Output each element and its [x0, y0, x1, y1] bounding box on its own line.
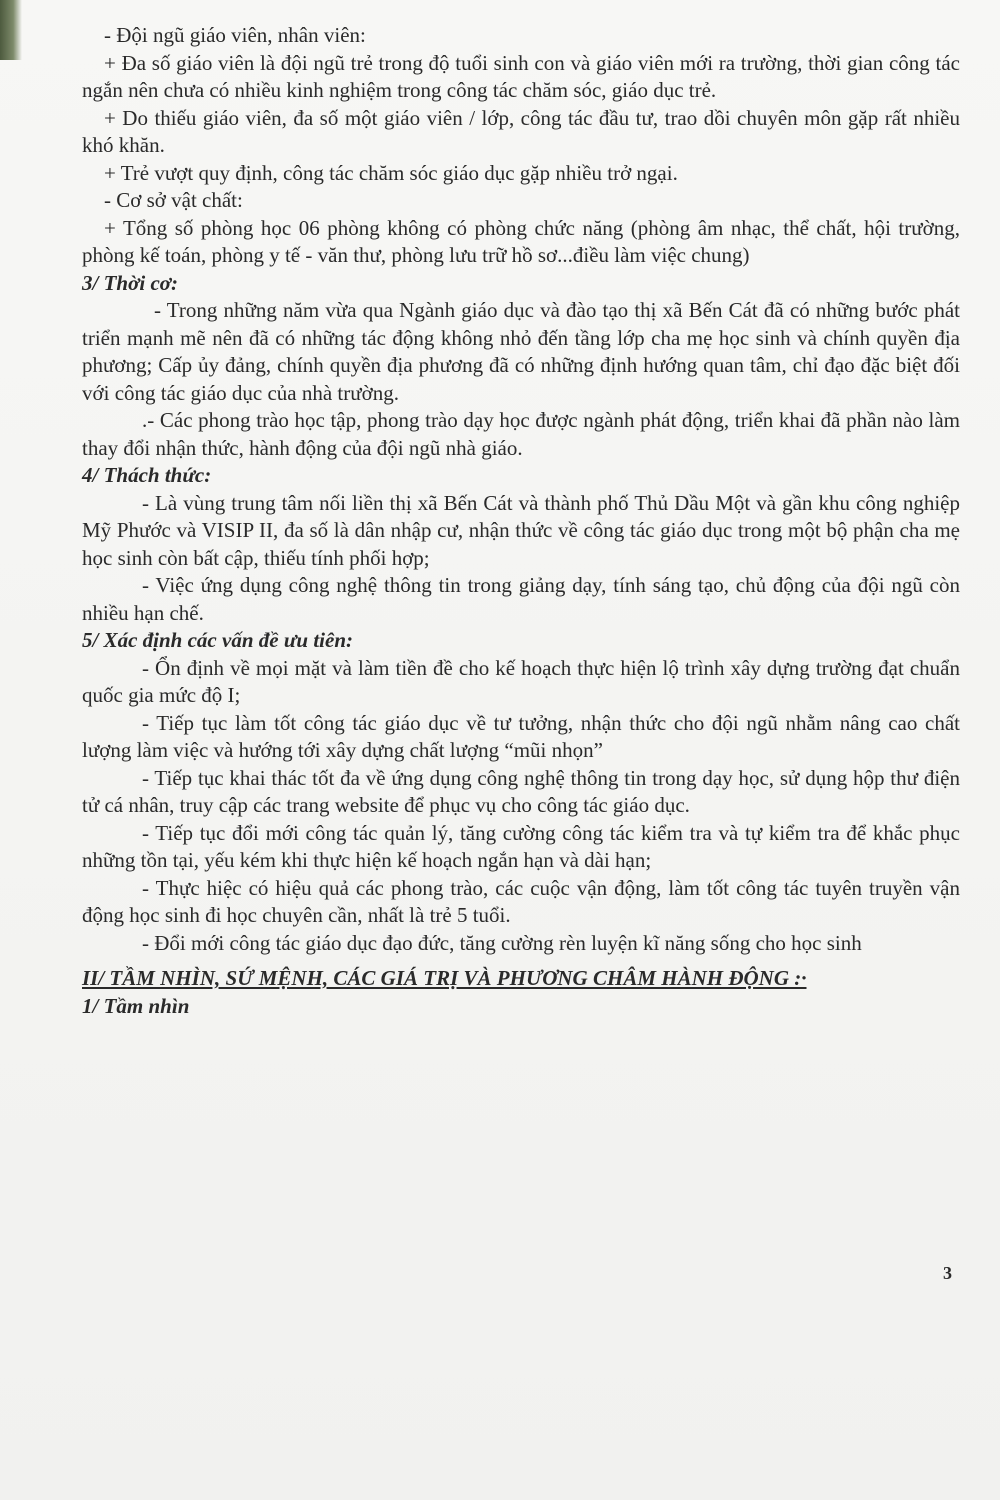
- body-paragraph: - Tiếp tục đổi mới công tác quản lý, tăng cường công tác kiểm tra và tự kiểm tra để khắc phục những tồn tại, yếu kém khi thực hiện kế hoạch ngắn hạn và dài hạn;: [82, 820, 960, 872]
- section-heading-vision-mission: II/ TẦM NHÌN, SỨ MỆNH, CÁC GIÁ TRỊ VÀ PHƯƠNG CHÂM HÀNH ĐỘNG :·: [82, 966, 807, 990]
- body-paragraph: .- Các phong trào học tập, phong trào dạy học được ngành phát động, triển khai đã phần nào làm thay đổi nhận thức, hành động của đội ngũ nhà giáo.: [82, 408, 960, 460]
- document-body: [82, 22, 960, 1020]
- section-heading-priorities: 5/ Xác định các vấn đề ưu tiên:: [82, 628, 353, 652]
- body-paragraph: - Đổi mới công tác giáo dục đạo đức, tăng cường rèn luyện kĩ năng sống cho học sinh: [142, 930, 862, 955]
- body-paragraph: + Trẻ vượt quy định, công tác chăm sóc giáo dục gặp nhiều trở ngại.: [104, 160, 678, 185]
- page-edge-shadow: [0, 0, 22, 60]
- section-heading-opportunities: 3/ Thời cơ:: [82, 270, 179, 295]
- section-heading-vision: 1/ Tầm nhìn: [82, 993, 190, 1018]
- body-paragraph: - Tiếp tục khai thác tốt đa về ứng dụng công nghệ thông tin trong dạy học, sử dụng hộp thư điện tử cá nhân, truy cập các trang website để phục vụ cho công tác giáo dục.: [82, 765, 960, 817]
- body-paragraph: + Đa số giáo viên là đội ngũ trẻ trong độ tuổi sinh con và giáo viên mới ra trường, thời gian công tác ngắn nên chưa có nhiều kinh nghiệm trong công tác chăm sóc, giáo dục trẻ.: [82, 50, 960, 102]
- body-paragraph: - Trong những năm vừa qua Ngành giáo dục và đào tạo thị xã Bến Cát đã có những bước phát triển mạnh mẽ nên đã có những tác động không nhỏ đến tầng lớp cha mẹ học sinh và chính quyền địa phương; Cấp ủy đảng, chính quyền địa phương đã có những định hướng quan tâm, chỉ đạo đặc biệt đối với công tác giáo dục của nhà trường.: [82, 298, 960, 405]
- body-paragraph: - Tiếp tục làm tốt công tác giáo dục về tư tưởng, nhận thức cho đội ngũ nhằm nâng cao chất lượng làm việc và hướng tới xây dựng chất lượng “mũi nhọn”: [82, 710, 960, 762]
- body-paragraph: + Do thiếu giáo viên, đa số một giáo viên / lớp, công tác đầu tư, trao dồi chuyên môn gặp rất nhiều khó khăn.: [82, 105, 960, 157]
- body-paragraph: - Việc ứng dụng công nghệ thông tin trong giảng dạy, tính sáng tạo, chủ động của đội ngũ còn nhiều hạn chế.: [82, 573, 960, 625]
- staff-heading-line: - Đội ngũ giáo viên, nhân viên:: [104, 23, 366, 47]
- facilities-heading-line: - Cơ sở vật chất:: [104, 188, 243, 212]
- page-number: 3: [943, 1263, 952, 1283]
- body-paragraph: + Tổng số phòng học 06 phòng không có phòng chức năng (phòng âm nhạc, thể chất, hội trường, phòng kế toán, phòng y tế - văn thư, phòng lưu trữ hồ sơ...điều làm việc chung): [82, 215, 960, 267]
- body-paragraph: - Thực hiệc có hiệu quả các phong trào, các cuộc vận động, làm tốt công tác tuyên truyền vận động học sinh đi học chuyên cần, nhất là trẻ 5 tuổi.: [82, 875, 960, 927]
- section-heading-challenges: 4/ Thách thức:: [82, 463, 212, 487]
- body-paragraph: - Là vùng trung tâm nối liền thị xã Bến Cát và thành phố Thủ Dầu Một và gần khu công nghiệp Mỹ Phước và VISIP II, đa số là dân nhập cư, nhận thức về công tác giáo dục trong một bộ phận cha mẹ học sinh còn bất cập, thiếu tính phối hợp;: [82, 490, 960, 570]
- body-paragraph: - Ổn định về mọi mặt và làm tiền đề cho kế hoạch thực hiện lộ trình xây dựng trường đạt chuẩn quốc gia mức độ I;: [82, 655, 960, 707]
